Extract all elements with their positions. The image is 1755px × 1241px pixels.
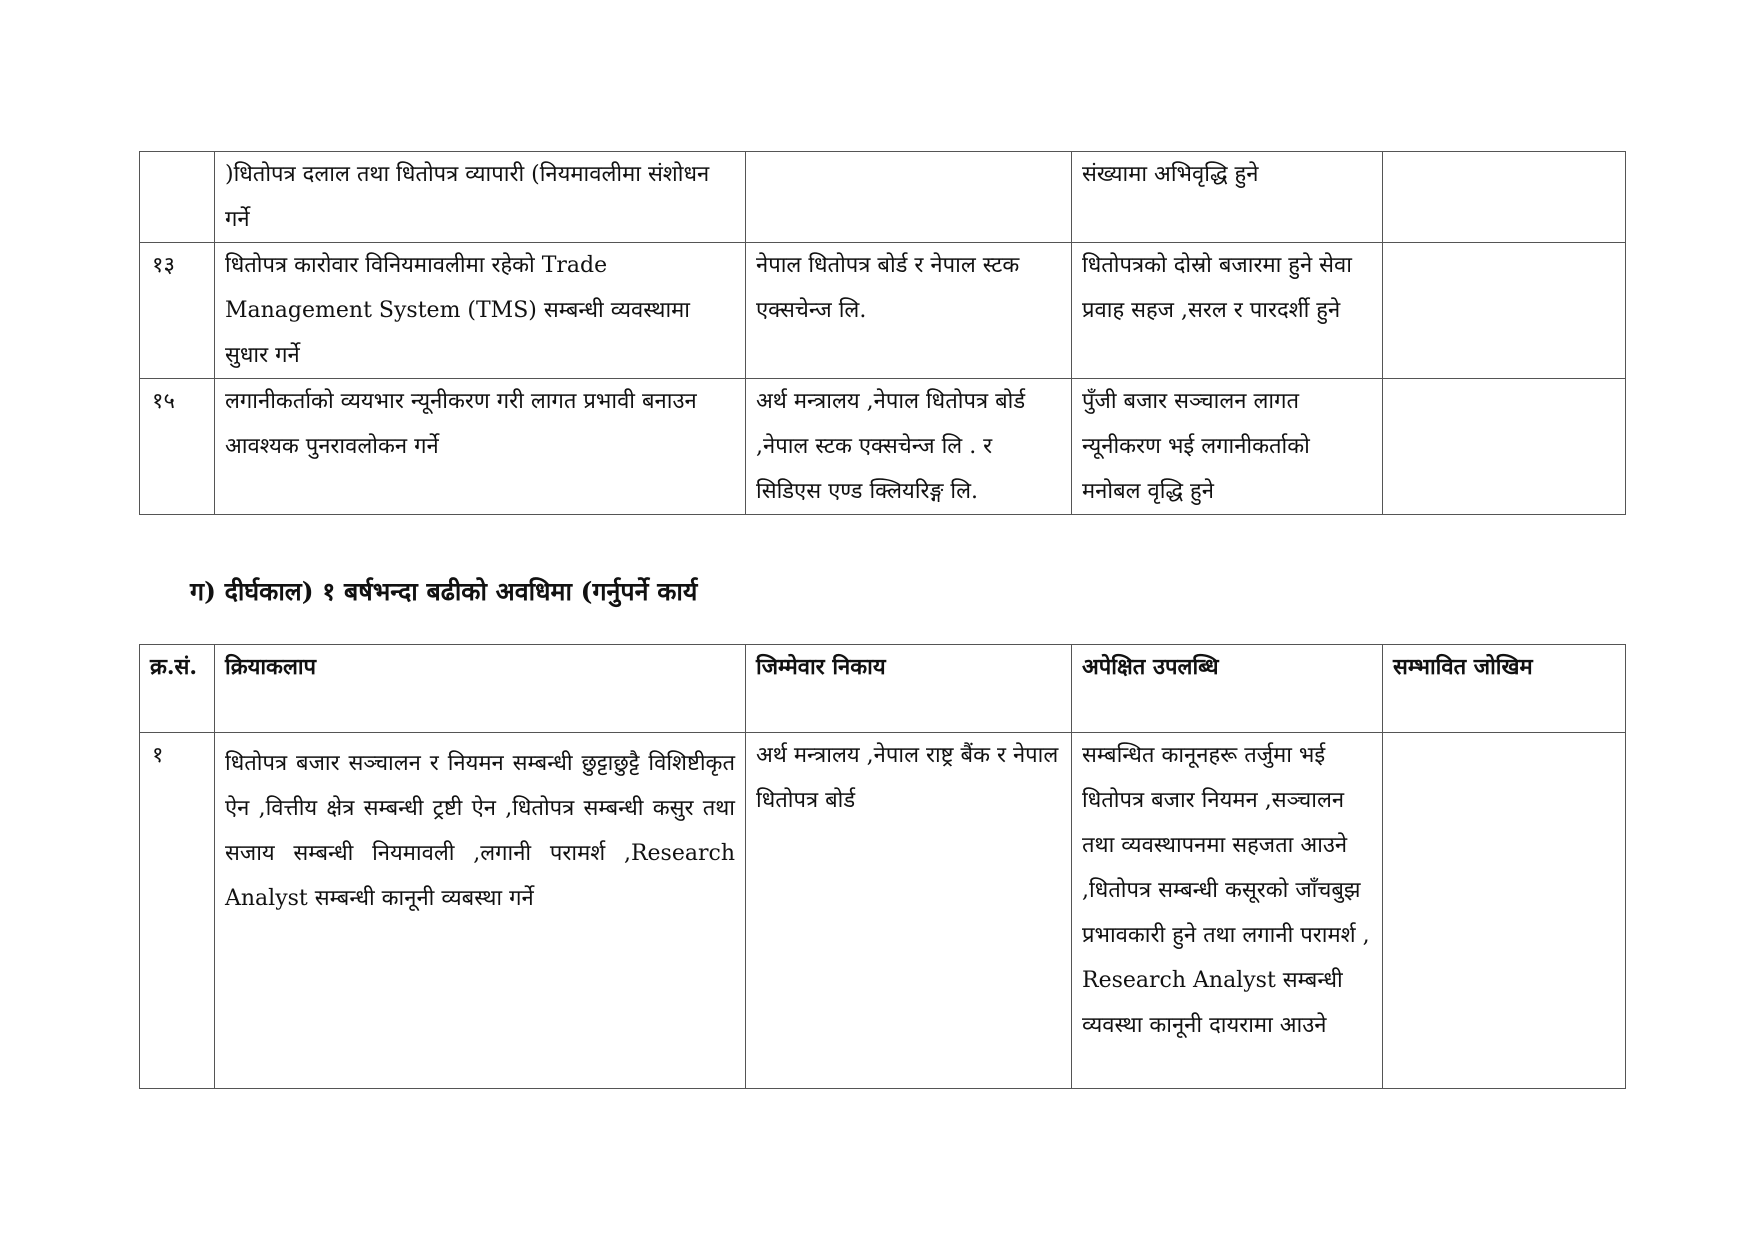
header-responsible-body: जिम्मेवार निकाय [746, 645, 1072, 733]
table-header-row [140, 645, 1626, 733]
possible-risk-cell [1383, 379, 1626, 515]
responsible-body-cell [746, 152, 1072, 243]
expected-outcome-cell: सम्बन्धित कानूनहरू तर्जुमा भई धितोपत्र बजार नियमन ,सञ्चालन तथा व्यवस्थापनमा सहजता आउने ,धितोपत्र सम्बन्धी कसूरको जाँचबुझ प्रभावकारी हुने तथा लगानी परामर्श , Research Analyst सम्बन्धी व्यवस्था कानूनी दायरामा आउने [1072, 733, 1383, 1089]
activity-cell: धितोपत्र कारोवार विनियमावलीमा रहेको Trade Management System (TMS) सम्बन्धी व्यवस्थामा सुधार गर्ने [215, 243, 746, 379]
possible-risk-cell [1383, 733, 1626, 1089]
header-activity: क्रियाकलाप [215, 645, 746, 733]
activity-cell: धितोपत्र बजार सञ्चालन र नियमन सम्बन्धी छुट्टाछुट्टै विशिष्टीकृत ऐन ,वित्तीय क्षेत्र सम्बन्धी ट्रष्टी ऐन ,धितोपत्र सम्बन्धी कसुर तथा सजाय सम्बन्धी नियमावली ,लगानी परामर्श ,Research Analyst सम्बन्धी कानूनी व्यबस्था गर्ने [215, 733, 746, 1089]
responsible-body-cell: नेपाल धितोपत्र बोर्ड र नेपाल स्टक एक्सचेन्ज लि. [746, 243, 1072, 379]
table-row [140, 379, 1626, 515]
serial-number-cell: १ [140, 733, 215, 1089]
expected-outcome-cell: पुँजी बजार सञ्चालन लागत न्यूनीकरण भई लगानीकर्ताको मनोबल वृद्धि हुने [1072, 379, 1383, 515]
expected-outcome-cell: धितोपत्रको दोस्रो बजारमा हुने सेवा प्रवाह सहज ,सरल र पारदर्शी हुने [1072, 243, 1383, 379]
table-row [140, 243, 1626, 379]
serial-number-cell [140, 152, 215, 243]
activity-cell: )धितोपत्र दलाल तथा धितोपत्र व्यापारी (नियमावलीमा संशोधन गर्ने [215, 152, 746, 243]
header-serial-number: क्र.सं. [140, 645, 215, 733]
responsible-body-cell: अर्थ मन्त्रालय ,नेपाल राष्ट्र बैंक र नेपाल धितोपत्र बोर्ड [746, 733, 1072, 1089]
header-expected-outcome: अपेक्षित उपलब्धि [1072, 645, 1383, 733]
expected-outcome-cell: संख्यामा अभिवृद्धि हुने [1072, 152, 1383, 243]
serial-number-cell: १५ [140, 379, 215, 515]
responsible-body-cell: अर्थ मन्त्रालय ,नेपाल धितोपत्र बोर्ड ,नेपाल स्टक एक्सचेन्ज लि . र सिडिएस एण्ड क्लियरिङ्ग लि. [746, 379, 1072, 515]
action-plan-table-continued [139, 151, 1626, 515]
long-term-action-table [139, 644, 1626, 1089]
possible-risk-cell [1383, 243, 1626, 379]
activity-cell: लगानीकर्ताको व्ययभार न्यूनीकरण गरी लागत प्रभावी बनाउन आवश्यक पुनरावलोकन गर्ने [215, 379, 746, 515]
header-possible-risk: सम्भावित जोखिम [1383, 645, 1626, 733]
section-heading-long-term: ग) दीर्घकाल) १ बर्षभन्दा बढीको अवधिमा (गर्नुपर्ने कार्य [190, 577, 698, 606]
possible-risk-cell [1383, 152, 1626, 243]
table-row [140, 733, 1626, 1089]
table-row [140, 152, 1626, 243]
serial-number-cell: १३ [140, 243, 215, 379]
